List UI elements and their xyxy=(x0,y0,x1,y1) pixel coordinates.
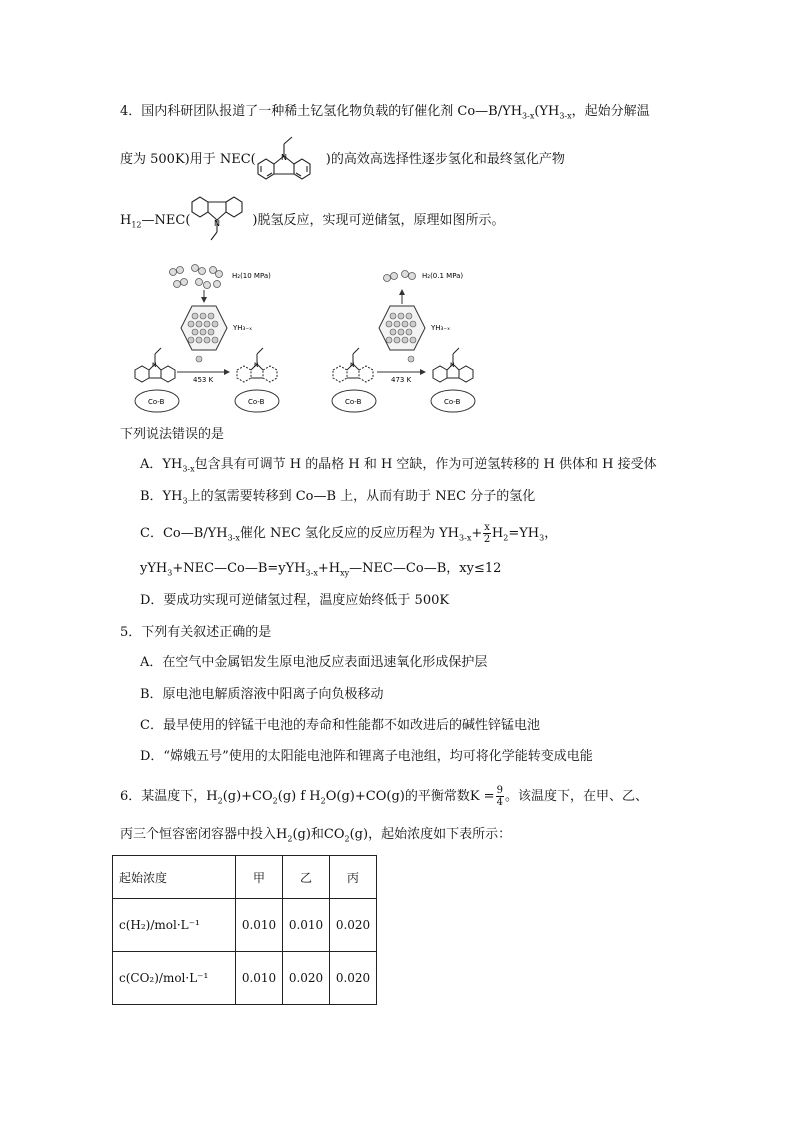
table-cell: 0.020 xyxy=(330,952,377,1005)
q5-option-a: A．在空气中金属铝发生原电池反应表面迅速氧化形成保护层 xyxy=(140,655,488,670)
svg-text:Co-B: Co-B xyxy=(148,398,165,406)
q5-option-b: B．原电池电解质溶液中阳离子向负极移动 xyxy=(140,687,384,702)
q4-option-a: A．$YH_{3-x}$包含具有可调节 H 的晶格 H 和 H 空缺，作为可逆氢转移的 H 供体和 H 接受体 xyxy=(140,457,657,474)
left-gas-molecules xyxy=(170,265,223,289)
fraction-x-over-2: $\frac{x}{2}$ xyxy=(483,522,491,545)
nec-n-label: N xyxy=(281,153,287,162)
q4-option-b: B．$YH_3$上的氢需要转移到 Co—B 上，从而有助于 NEC 分子的氢化 xyxy=(140,489,536,506)
table-row-label: c(H₂)/mol·L⁻¹ xyxy=(113,899,236,952)
svg-text:Co-B: Co-B xyxy=(248,398,265,406)
q6-line2: 丙三个恒容密闭容器中投入$H_2(g)$和$CO_2(g)$，起始浓度如下表所示： xyxy=(120,827,512,844)
table-row xyxy=(113,952,377,1005)
fraction-9-over-4: $\frac{9}{4}$ xyxy=(496,785,503,808)
q5-option-c: C．最早使用的锌锰干电池的寿命和性能都不如改进后的碱性锌锰电池 xyxy=(140,718,540,733)
table-row xyxy=(113,899,377,952)
right-gas-molecules xyxy=(384,271,416,282)
q4-line3: $H_{12}—NEC$( )脱氢反应，实现可逆储氢，原理如图所示。 xyxy=(120,213,505,230)
q6-line1: 6．某温度下，$H_2(g)+CO_2(g)$ f $H_2O(g)+CO(g)$的平衡常数K = $\frac{9}{4}$ 。该温度下，在甲、乙、 xyxy=(120,785,648,808)
right-catalyst-hexagon xyxy=(379,306,425,350)
left-catalyst-hexagon xyxy=(181,306,227,350)
right-catalyst-label: YH₃₋ₓ xyxy=(431,324,451,332)
table-cell: 0.020 xyxy=(330,899,377,952)
table-cell: 0.020 xyxy=(283,952,330,1005)
table-header-cell: 乙 xyxy=(283,856,330,899)
q4-option-c-line2: $yYH_3+NEC—Co—B=yYH_{3-x}+H_{xy}—NEC—Co—B$，xy≤12 xyxy=(140,561,502,578)
left-temp-label: 453 K xyxy=(193,376,214,384)
svg-text:Co-B: Co-B xyxy=(444,398,461,406)
table-header-cell: 起始浓度 xyxy=(113,856,236,899)
svg-text:N: N xyxy=(254,362,259,369)
svg-text:N: N xyxy=(214,219,220,228)
table-row-label: c(CO₂)/mol·L⁻¹ xyxy=(113,952,236,1005)
q4-line2: 度为 500K)用于 NEC( )的高效高选择性逐步氢化和最终氢化产物 xyxy=(120,152,565,167)
left-catalyst-label: YH₃₋ₓ xyxy=(233,324,253,332)
right-temp-label: 473 K xyxy=(391,376,412,384)
table-cell: 0.010 xyxy=(236,952,283,1005)
table-cell: 0.010 xyxy=(236,899,283,952)
right-gas-label: H₂(0.1 MPa) xyxy=(422,272,464,280)
q4-line1: 4．国内科研团队报道了一种稀土钇氢化物负载的钌催化剂 $Co—B/YH_{3-x}(YH_{3-x}$，起始分解温 xyxy=(120,104,650,121)
table-header-cell: 丙 xyxy=(330,856,377,899)
reaction-diagram xyxy=(125,258,685,416)
concentration-table xyxy=(112,855,377,1005)
q5-option-d: D．“嫦娥五号”使用的太阳能电池阵和锂离子电池组，均可将化学能转变成电能 xyxy=(140,749,593,764)
svg-text:Co-B: Co-B xyxy=(345,398,362,406)
svg-text:N: N xyxy=(450,362,455,369)
h12-nec-structure xyxy=(186,188,252,246)
table-header-cell: 甲 xyxy=(236,856,283,899)
table-header-row xyxy=(113,856,377,899)
q4-stem: 下列说法错误的是 xyxy=(120,427,225,442)
left-gas-label: H₂(10 MPa) xyxy=(232,272,271,280)
svg-text:N: N xyxy=(350,362,355,369)
q4-option-c: C．$Co—B/YH_{3-x}$催化 NEC 氢化反应的反应历程为 $YH_{3-x}+$ $\frac{x}{2}$ $H_2=YH_3$， xyxy=(140,522,558,545)
svg-text:N: N xyxy=(152,362,157,369)
q5-stem: 5．下列有关叙述正确的是 xyxy=(120,625,272,640)
q4-option-d: D．要成功实现可逆储氢过程，温度应始终低于 500K xyxy=(140,593,450,608)
table-cell: 0.010 xyxy=(283,899,330,952)
nec-structure xyxy=(248,132,320,188)
